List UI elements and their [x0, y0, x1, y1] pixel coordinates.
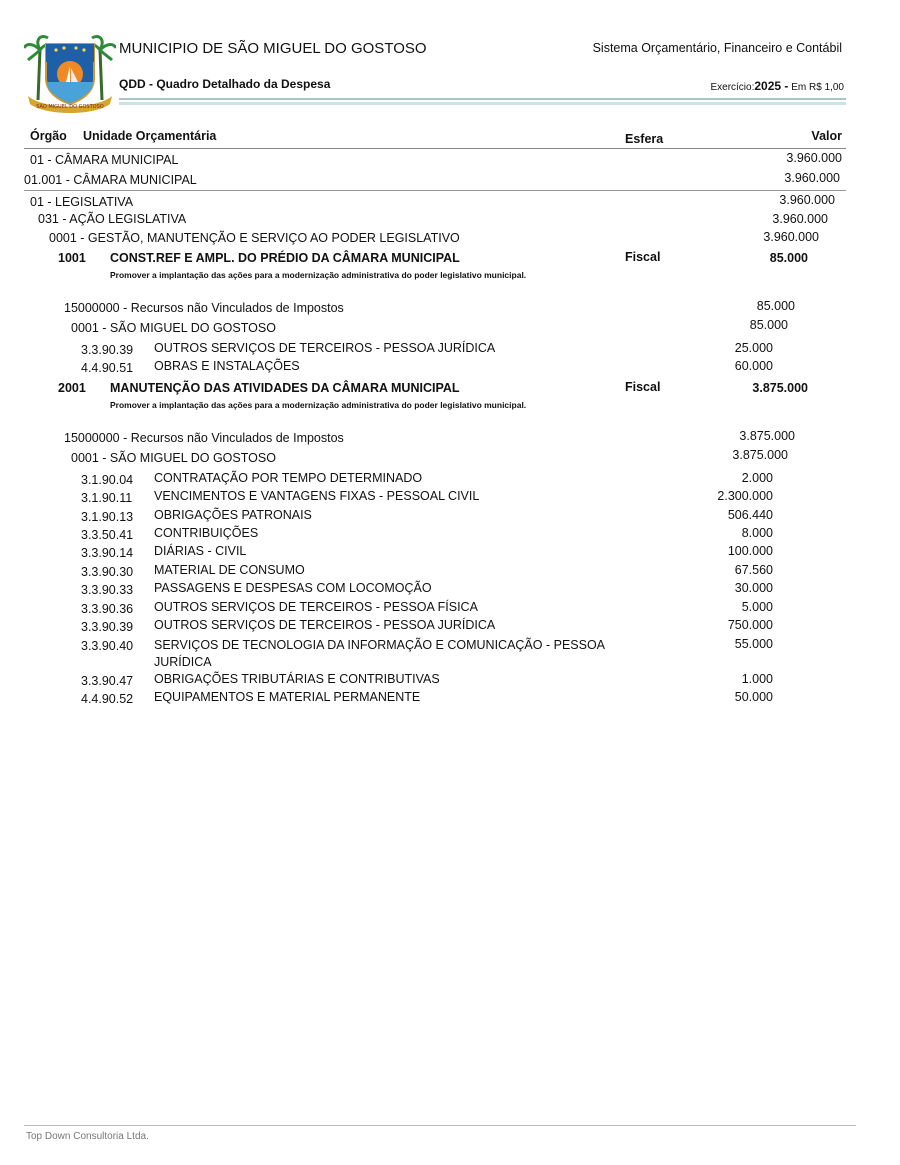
expense-item-code: 4.4.90.52 [81, 692, 134, 706]
orgao-label: 01 - CÂMARA MUNICIPAL [30, 153, 179, 167]
system-name: Sistema Orçamentário, Financeiro e Contábil [592, 41, 842, 55]
local-label: 0001 - SÃO MIGUEL DO GOSTOSO [71, 321, 276, 335]
acao-code: 1001 [58, 251, 86, 265]
acao-code: 2001 [58, 381, 86, 395]
expense-item-label: OBRIGAÇÕES TRIBUTÁRIAS E CONTRIBUTIVAS [154, 672, 440, 686]
expense-item-code: 3.1.90.11 [81, 491, 133, 505]
fonte-label: 15000000 - Recursos não Vinculados de Impostos [64, 431, 344, 445]
expense-item-code: 3.1.90.04 [81, 473, 134, 487]
expense-item-value: 100.000 [727, 544, 773, 558]
acao-title: CONST.REF E AMPL. DO PRÉDIO DA CÂMARA MUNICIPAL [110, 251, 460, 265]
currency-label: Em R$ 1,00 [791, 82, 844, 93]
municipal-coat-of-arms-logo [24, 30, 116, 114]
expense-item-value: 60.000 [734, 359, 773, 373]
acao-title: MANUTENÇÃO DAS ATIVIDADES DA CÂMARA MUNICIPAL [110, 381, 460, 395]
expense-item-value: 1.000 [741, 672, 773, 686]
expense-item-label: CONTRIBUIÇÕES [154, 526, 259, 540]
expense-item-code: 4.4.90.51 [81, 361, 134, 375]
funcao-value: 3.960.000 [779, 193, 835, 207]
expense-item-label: SERVIÇOS DE TECNOLOGIA DA INFORMAÇÃO E COMUNICAÇÃO - PESSOA JURÍDICA [154, 638, 605, 669]
programa-value: 3.960.000 [763, 230, 819, 244]
expense-item-value: 50.000 [734, 690, 773, 704]
header-divider [119, 98, 846, 100]
expense-item-code: 3.3.50.41 [81, 528, 134, 542]
expense-item-value: 2.000 [741, 471, 773, 485]
programa-label: 0001 - GESTÃO, MANUTENÇÃO E SERVIÇO AO PODER LEGISLATIVO [49, 231, 460, 245]
expense-item-label: PASSAGENS E DESPESAS COM LOCOMOÇÃO [154, 581, 432, 595]
logo-ribbon-text: SÃO MIGUEL DO GOSTOSO [36, 104, 104, 110]
expense-item-label: OBRIGAÇÕES PATRONAIS [154, 508, 312, 522]
local-label: 0001 - SÃO MIGUEL DO GOSTOSO [71, 451, 276, 465]
expense-item-label: OUTROS SERVIÇOS DE TERCEIROS - PESSOA JURÍDICA [154, 618, 496, 632]
acao-esfera: Fiscal [625, 250, 661, 264]
subfuncao-label: 031 - AÇÃO LEGISLATIVA [38, 212, 187, 226]
acao-esfera: Fiscal [625, 380, 661, 394]
fonte-value: 3.875.000 [739, 429, 795, 443]
local-value: 3.875.000 [732, 448, 788, 462]
expense-item-value: 506.440 [727, 508, 773, 522]
expense-item-code: 3.3.90.33 [81, 583, 134, 597]
expense-item-value: 2.300.000 [717, 489, 773, 503]
exercise-year: 2025 - [754, 79, 789, 93]
orgao-value: 3.960.000 [786, 151, 842, 165]
header-divider-light [119, 102, 846, 105]
acao-value: 3.875.000 [752, 381, 808, 395]
expense-item-code: 3.3.90.30 [81, 565, 134, 579]
expense-item-label: OUTROS SERVIÇOS DE TERCEIROS - PESSOA JURÍDICA [154, 341, 496, 355]
expense-item-value: 8.000 [741, 526, 773, 540]
expense-item-value: 5.000 [741, 600, 773, 614]
local-value: 85.000 [749, 318, 788, 332]
footer-text: Top Down Consultoria Ltda. [26, 1131, 149, 1142]
acao-value: 85.000 [769, 251, 808, 265]
column-unidade: Unidade Orçamentária [83, 129, 217, 143]
expense-item-code: 3.3.90.39 [81, 343, 134, 357]
expense-item-label: EQUIPAMENTOS E MATERIAL PERMANENTE [154, 690, 421, 704]
exercise-info [710, 79, 844, 93]
expense-item-code: 3.3.90.40 [81, 639, 134, 653]
expense-item-code: 3.3.90.39 [81, 620, 134, 634]
expense-item-label: OUTROS SERVIÇOS DE TERCEIROS - PESSOA FÍSICA [154, 600, 478, 614]
expense-item-label: DIÁRIAS - CIVIL [154, 544, 247, 558]
expense-item-value: 750.000 [727, 618, 773, 632]
expense-item-label: VENCIMENTOS E VANTAGENS FIXAS - PESSOAL CIVIL [154, 489, 480, 503]
expense-item-value: 25.000 [734, 341, 773, 355]
column-orgao: Órgão [30, 129, 67, 143]
column-valor: Valor [811, 129, 842, 143]
expense-item-code: 3.3.90.47 [81, 674, 134, 688]
municipality-name: MUNICIPIO DE SÃO MIGUEL DO GOSTOSO [119, 40, 427, 57]
report-title: QDD - Quadro Detalhado da Despesa [119, 77, 331, 91]
expense-item-value: 55.000 [734, 637, 773, 651]
expense-item-code: 3.3.90.14 [81, 546, 134, 560]
footer-rule [24, 1125, 856, 1126]
funcao-label: 01 - LEGISLATIVA [30, 195, 134, 209]
unidade-value: 3.960.000 [784, 171, 840, 185]
column-esfera: Esfera [625, 132, 664, 146]
expense-item-value: 30.000 [734, 581, 773, 595]
section-rule [24, 190, 846, 191]
fonte-label: 15000000 - Recursos não Vinculados de Impostos [64, 301, 344, 315]
expense-item-label: MATERIAL DE CONSUMO [154, 563, 305, 577]
expense-item-value: 67.560 [734, 563, 773, 577]
unidade-label: 01.001 - CÂMARA MUNICIPAL [24, 173, 197, 187]
expense-item-label: OBRAS E INSTALAÇÕES [154, 359, 300, 373]
column-header-rule [24, 148, 846, 149]
exercise-label: Exercício: [710, 82, 755, 93]
acao-description: Promover a implantação das ações para a modernização administrativa do poder legislativo municipal. [110, 270, 527, 280]
expense-item-label: CONTRATAÇÃO POR TEMPO DETERMINADO [154, 471, 423, 485]
subfuncao-value: 3.960.000 [772, 212, 828, 226]
acao-description: Promover a implantação das ações para a modernização administrativa do poder legislativo municipal. [110, 400, 527, 410]
expense-item-code: 3.1.90.13 [81, 510, 134, 524]
fonte-value: 85.000 [756, 299, 795, 313]
expense-item-code: 3.3.90.36 [81, 602, 134, 616]
